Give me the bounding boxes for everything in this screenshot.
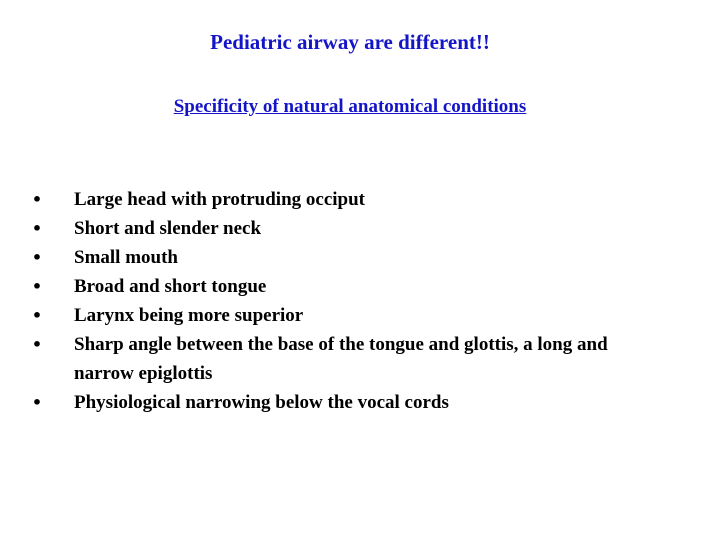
bullet-item	[30, 330, 670, 388]
bullet-text: Small mouth	[74, 247, 178, 268]
bullet-item	[30, 214, 670, 243]
bullet-icon: •	[31, 219, 43, 238]
bullet-text: Broad and short tongue	[74, 276, 267, 297]
bullet-text: Physiological narrowing below the vocal cords	[74, 392, 449, 413]
bullet-item	[30, 388, 670, 417]
bullet-icon: •	[31, 190, 43, 209]
bullet-icon: •	[31, 335, 43, 354]
bullet-item	[30, 301, 670, 330]
bullet-text: Large head with protruding occiput	[74, 189, 366, 210]
bullet-text: Sharp angle between the base of the tongue and glottis, a long and narrow epiglottis	[74, 334, 608, 384]
bullet-item	[30, 243, 670, 272]
bullet-icon: •	[31, 306, 43, 325]
bullet-icon: •	[31, 277, 43, 296]
bullet-item	[30, 185, 670, 214]
bullet-list	[30, 185, 670, 417]
slide-subtitle: Specificity of natural anatomical conditions	[173, 96, 527, 117]
bullet-icon: •	[31, 248, 43, 267]
bullet-item	[30, 272, 670, 301]
slide-title: Pediatric airway are different!!	[210, 30, 490, 54]
bullet-text: Larynx being more superior	[74, 305, 304, 326]
bullet-icon: •	[31, 393, 43, 412]
bullet-text: Short and slender neck	[74, 218, 262, 239]
